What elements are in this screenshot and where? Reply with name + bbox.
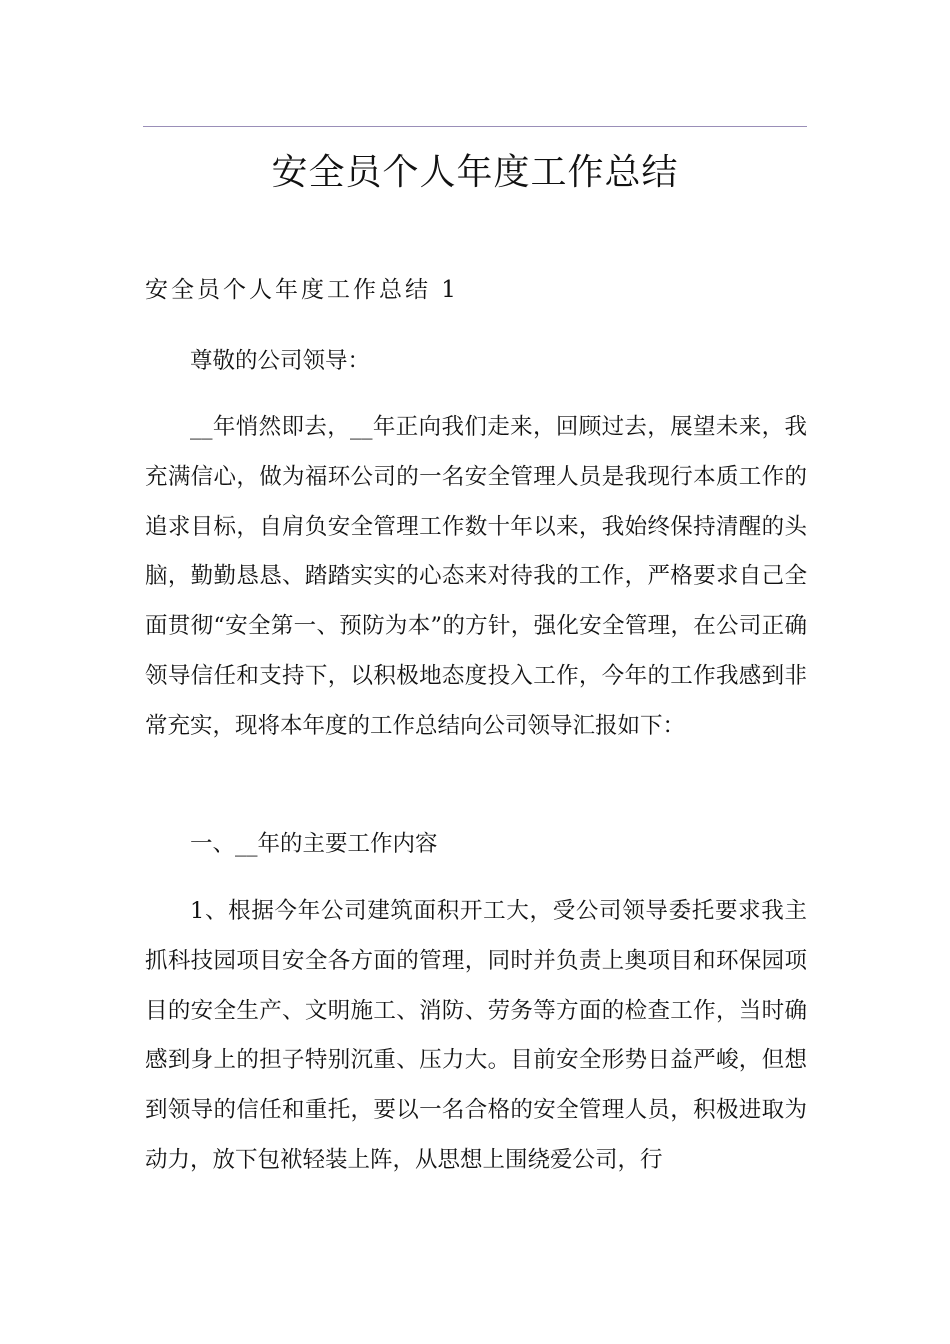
work-item-1-paragraph: 1、根据今年公司建筑面积开工大，受公司领导委托要求我主抓科技园项目安全各方面的管理，同时并负责上奥项目和环保园项目的安全生产、文明施工、消防、劳务等方面的检查工作，当时确感到身上的担子特别沉重、压力大。目前安全形势日益严峻，但想到领导的信任和重托，要以一名合格的安全管理人员，积极进取为动力，放下包袱轻装上阵，从思想上围绕爱公司，行 [145,898,807,1173]
subheading-main-work: 一、__年的主要工作内容 [190,831,438,857]
document-title: 安全员个人年度工作总结 [271,152,679,193]
salutation-paragraph: 尊敬的公司领导： [190,348,371,374]
section-heading: 安全员个人年度工作总结 1 [145,277,459,303]
header-rule [143,126,807,127]
intro-paragraph: __年悄然即去，__年正向我们走来，回顾过去，展望未来，我充满信心，做为福环公司的一名安全管理人员是我现行本质工作的追求目标，自肩负安全管理工作数十年以来，我始终保持清醒的头脑，勤勤恳恳、踏踏实实的心态来对待我的工作，严格要求自己全面贯彻“安全第一、预防为本”的方针，强化安全管理，在公司正确领导信任和支持下，以积极地态度投入工作，今年的工作我感到非常充实，现将本年度的工作总结向公司领导汇报如下： [145,414,807,739]
